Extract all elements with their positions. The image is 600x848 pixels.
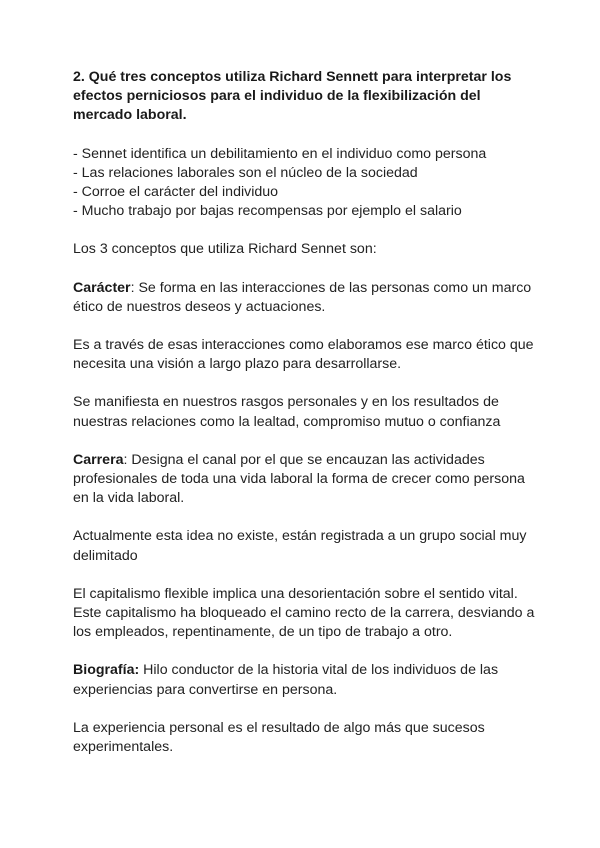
biografia-definition xyxy=(73,661,543,699)
carrera-definition-text: : Designa el canal por el que se encauzan las actividades profesionales de toda una vida laboral la forma de crecer como persona en la vida laboral. xyxy=(73,451,525,507)
biografia-paragraph-1: La experiencia personal es el resultado de algo más que sucesos experimentales. xyxy=(73,719,485,756)
bullet-item: - Corroe el carácter del individuo xyxy=(73,184,279,201)
biografia-definition-text: Hilo conductor de la historia vital de los individuos de las experiencias para convertirse en persona. xyxy=(73,662,499,698)
caracter-definition xyxy=(73,279,543,317)
carrera-term: Carrera xyxy=(73,451,124,468)
bullet-list xyxy=(73,145,543,222)
carrera-paragraph-1: Actualmente esta idea no existe, están registrada a un grupo social muy delimitado xyxy=(73,528,527,564)
biografia-term: Biografía: xyxy=(73,662,140,679)
caracter-definition-text: : Se forma en las interacciones de las personas como un marco ético de nuestros deseos y actuaciones. xyxy=(73,279,532,315)
intro-paragraph: Los 3 conceptos que utiliza Richard Sennet son: xyxy=(73,241,377,258)
caracter-paragraph-2: Se manifiesta en nuestros rasgos personales y en los resultados de nuestras relaciones como la lealtad, compromiso mutuo o confianza xyxy=(73,394,501,430)
bullet-item: - Las relaciones laborales son el núcleo de la sociedad xyxy=(73,164,418,181)
bullet-item: - Mucho trabajo por bajas recompensas por ejemplo el salario xyxy=(73,203,462,220)
caracter-paragraph-1: Es a través de esas interacciones como elaboramos ese marco ético que necesita una visión a largo plazo para desarrollarse. xyxy=(73,337,534,373)
bullet-item: - Sennet identifica un debilitamiento en el individuo como persona xyxy=(73,145,487,162)
carrera-paragraph-2: El capitalismo flexible implica una desorientación sobre el sentido vital. Este capitalismo ha bloqueado el camino recto de la carrera, desviando a los empleados, repentinamente, de un tipo de trabajo a otro. xyxy=(73,585,535,641)
carrera-definition xyxy=(73,451,543,509)
caracter-term: Carácter xyxy=(73,279,131,296)
question-heading: 2. Qué tres conceptos utiliza Richard Sennett para interpretar los efectos perniciosos para el individuo de la flexibilización del mercado laboral. xyxy=(73,69,512,124)
document-body xyxy=(73,68,543,776)
